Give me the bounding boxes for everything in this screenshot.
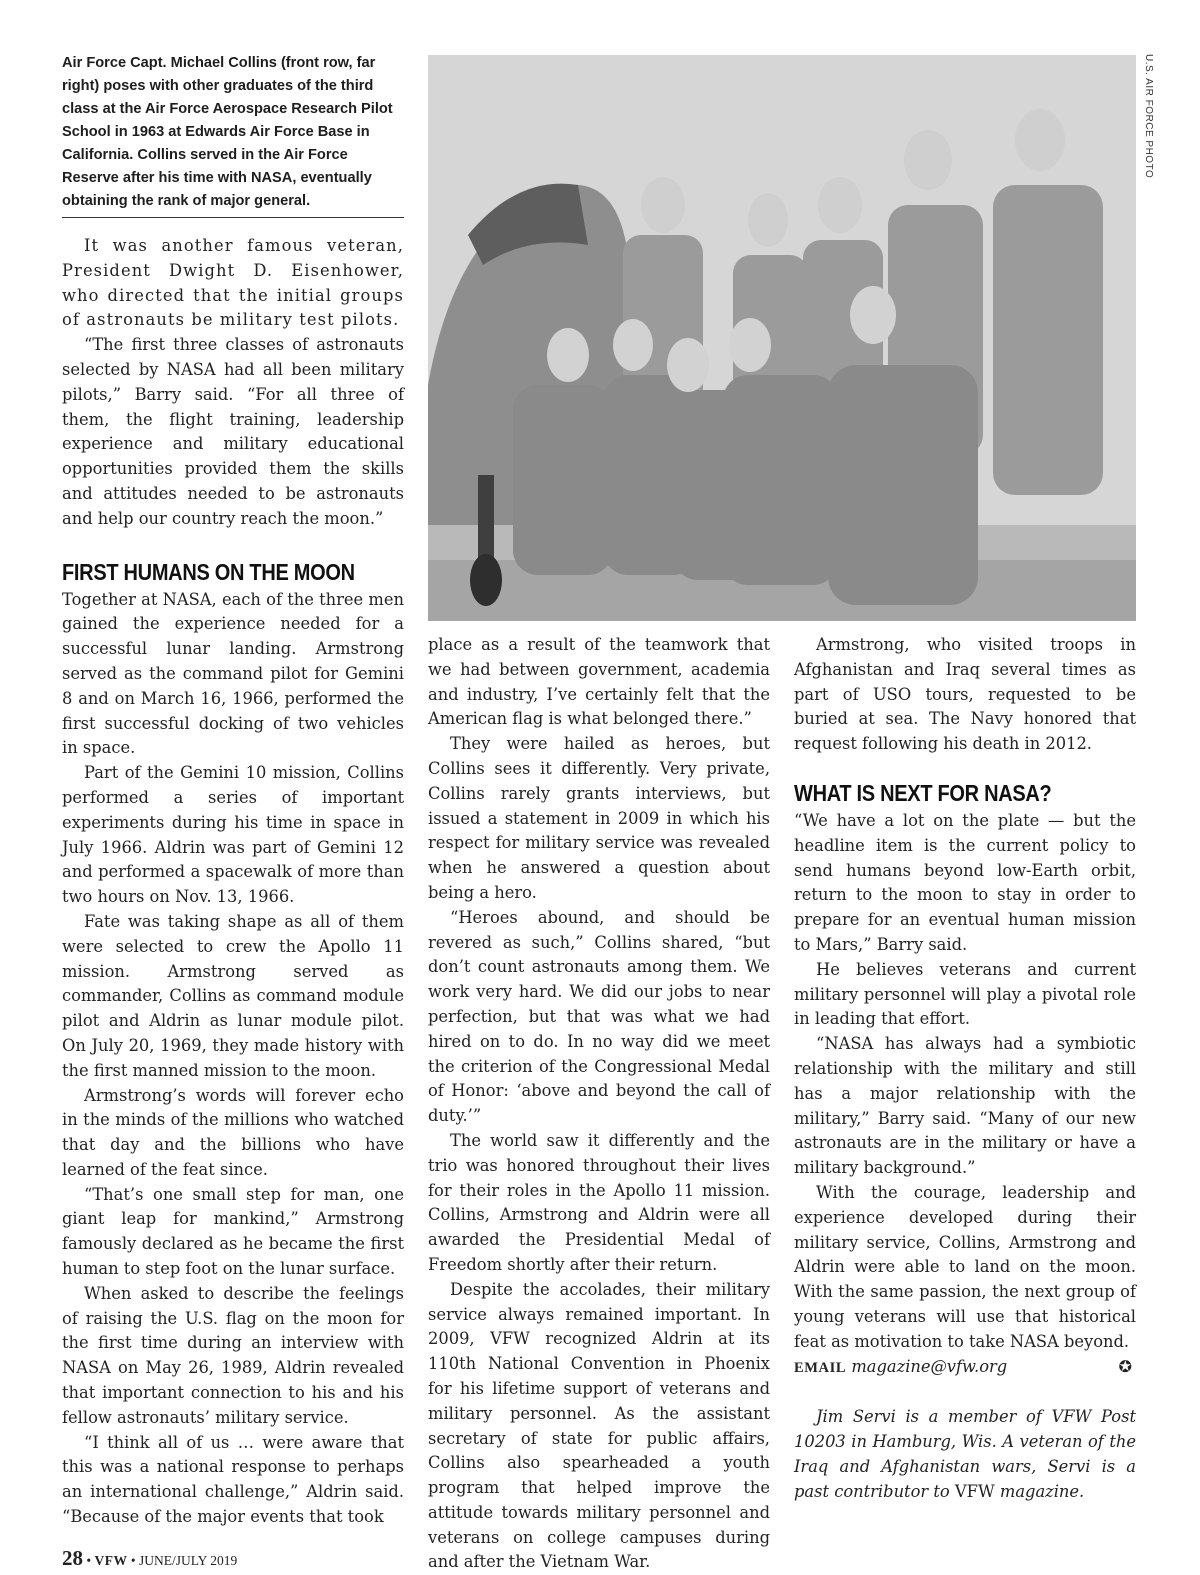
column-3 [794,633,1136,1505]
paragraph: The world saw it differently and the trio was honored throughout their lives for their roles in the Apollo 11 mission. Collins, Armstrong and Aldrin were all awarded the Presidential Medal of Freedom shortly after their return. [428,1130,770,1274]
group-photo-illustration [428,55,1136,621]
bio-text: Jim Servi is a member of VFW Post 10203 in Hamburg, Wis. A veteran of the Iraq and Afghanistan wars, Servi is a past contributor to [794,1407,1136,1501]
paragraph: Together at NASA, each of the three men gained the experience needed for a successful lunar landing. Armstrong served as the command pilot for Gemini 8 and on March 16, 1966, performed the first successful docking of two vehicles in space. [62,589,404,758]
issue-date: JUNE/JULY 2019 [138,1553,238,1568]
author-bio [794,1405,1136,1504]
photo-credit: U.S. AIR FORCE PHOTO [1143,54,1154,179]
column-1 [62,234,404,1530]
paragraph: They were hailed as heroes, but Collins sees it differently. Very private, Collins rarely grants interviews, but issued a statement in 2009 in which his respect for military service was revealed when he answered a question about being a hero. [428,734,770,902]
email-address[interactable]: magazine@vfw.org [851,1356,1008,1376]
end-mark-icon: ✪ [1118,1356,1132,1376]
section-heading: FIRST HUMANS ON THE MOON [62,560,355,586]
email-line [794,1355,1136,1381]
column-2 [428,633,770,1575]
paragraph: “Heroes abound, and should be revered as such,” Collins shared, “but don’t count astronauts among them. We work very hard. We did our jobs to near perfection, but that was what we had hired on to do. In no way did we meet the criterion of the Congressional Medal of Honor: ‘above and beyond the call of duty.’” [428,907,770,1126]
paragraph: When asked to describe the feelings of raising the U.S. flag on the moon for the first time during an interview with NASA on May 26, 1989, Aldrin revealed that important connection to his and his fellow astronauts’ military service. [62,1283,404,1427]
caption-divider [62,217,404,218]
paragraph: “We have a lot on the plate — but the headline item is the current policy to send humans beyond low-Earth orbit, return to the moon to stay in order to prepare for an eventual human mission to Mars,” Barry said. [794,810,1136,954]
page-number: 28 [62,1546,83,1570]
page-footer [62,1546,237,1571]
footer-bullet: • [130,1553,136,1568]
paragraph: “NASA has always had a symbiotic relationship with the military and still has a major relationship with the military,” Barry said. “Many of our new astronauts are in the military or have a military background.” [794,1034,1136,1178]
paragraph: place as a result of the teamwork that we had between government, academia and industry, I’ve certainly felt that the American flag is what belonged there.” [428,635,770,729]
email-label: EMAIL [794,1359,847,1376]
section-heading: WHAT IS NEXT FOR NASA? [794,781,1052,807]
paragraph: “The first three classes of astronauts selected by NASA had all been military pilots,” Barry said. “For all three of them, the flight training, leadership experience and military educational opportunities provided them the skills and attitudes needed to be astronauts and help our country reach the moon.” [62,335,404,528]
paragraph: Fate was taking shape as all of them were selected to crew the Apollo 11 mission. Armstrong served as commander, Collins as command module pilot and Aldrin as lunar module pilot. On July 20, 1969, they made history with the first manned mission to the moon. [62,911,404,1080]
paragraph: Part of the Gemini 10 mission, Collins performed a series of important experiments during his time in space in July 1966. Aldrin was part of Gemini 12 and performed a spacewalk of more than two hours on Nov. 13, 1966. [62,763,404,907]
photo-caption: Air Force Capt. Michael Collins (front row, far right) poses with other graduates of the third class at the Air Force Aerospace Research Pilot School in 1963 at Edwards Air Force Base in California. Collins served in the Air Force Reserve after his time with NASA, eventually obtaining the rank of major general. [62,55,393,209]
paragraph: Armstrong, who visited troops in Afghanistan and Iraq several times as part of USO tours, requested to be buried at sea. The Navy honored that request following his death in 2012. [794,635,1136,754]
publication-name: VFW [94,1553,128,1568]
paragraph: “That’s one small step for man, one giant leap for mankind,” Armstrong famously declared as he became the first human to step foot on the lunar surface. [62,1184,404,1279]
paragraph: It was another famous veteran, President Dwight D. Eisenhower, who directed that the initial groups of astronauts be military test pilots. [62,236,404,330]
paragraph-text: With the courage, leadership and experience developed during their military service, Collins, Armstrong and Aldrin were able to land on the moon. With the same passion, the next group of young veterans will use that historical feat as motivation to take NASA beyond. [794,1182,1136,1351]
group-photo [428,55,1136,621]
bio-end: magazine. [999,1481,1085,1501]
footer-bullet: • [86,1553,92,1568]
paragraph: “I think all of us … were aware that this was a national response to perhaps an international challenge,” Aldrin said. “Because of the major events that took [62,1432,404,1527]
paragraph: Armstrong’s words will forever echo in the minds of the millions who watched that day and the billions who have learned of the feat since. [62,1085,404,1179]
paragraph: Despite the accolades, their military service always remained important. In 2009, VFW recognized Aldrin at its 110th National Convention in Phoenix for his lifetime support of veterans and military personnel. As the assistant secretary of state for public affairs, Collins also spearheaded a youth program that helped improve the attitude towards military personnel and veterans on college campuses during and after the Vietnam War. [428,1279,770,1572]
bio-publication: VFW [954,1481,995,1501]
paragraph: He believes veterans and current military personnel will play a pivotal role in leading that effort. [794,959,1136,1029]
